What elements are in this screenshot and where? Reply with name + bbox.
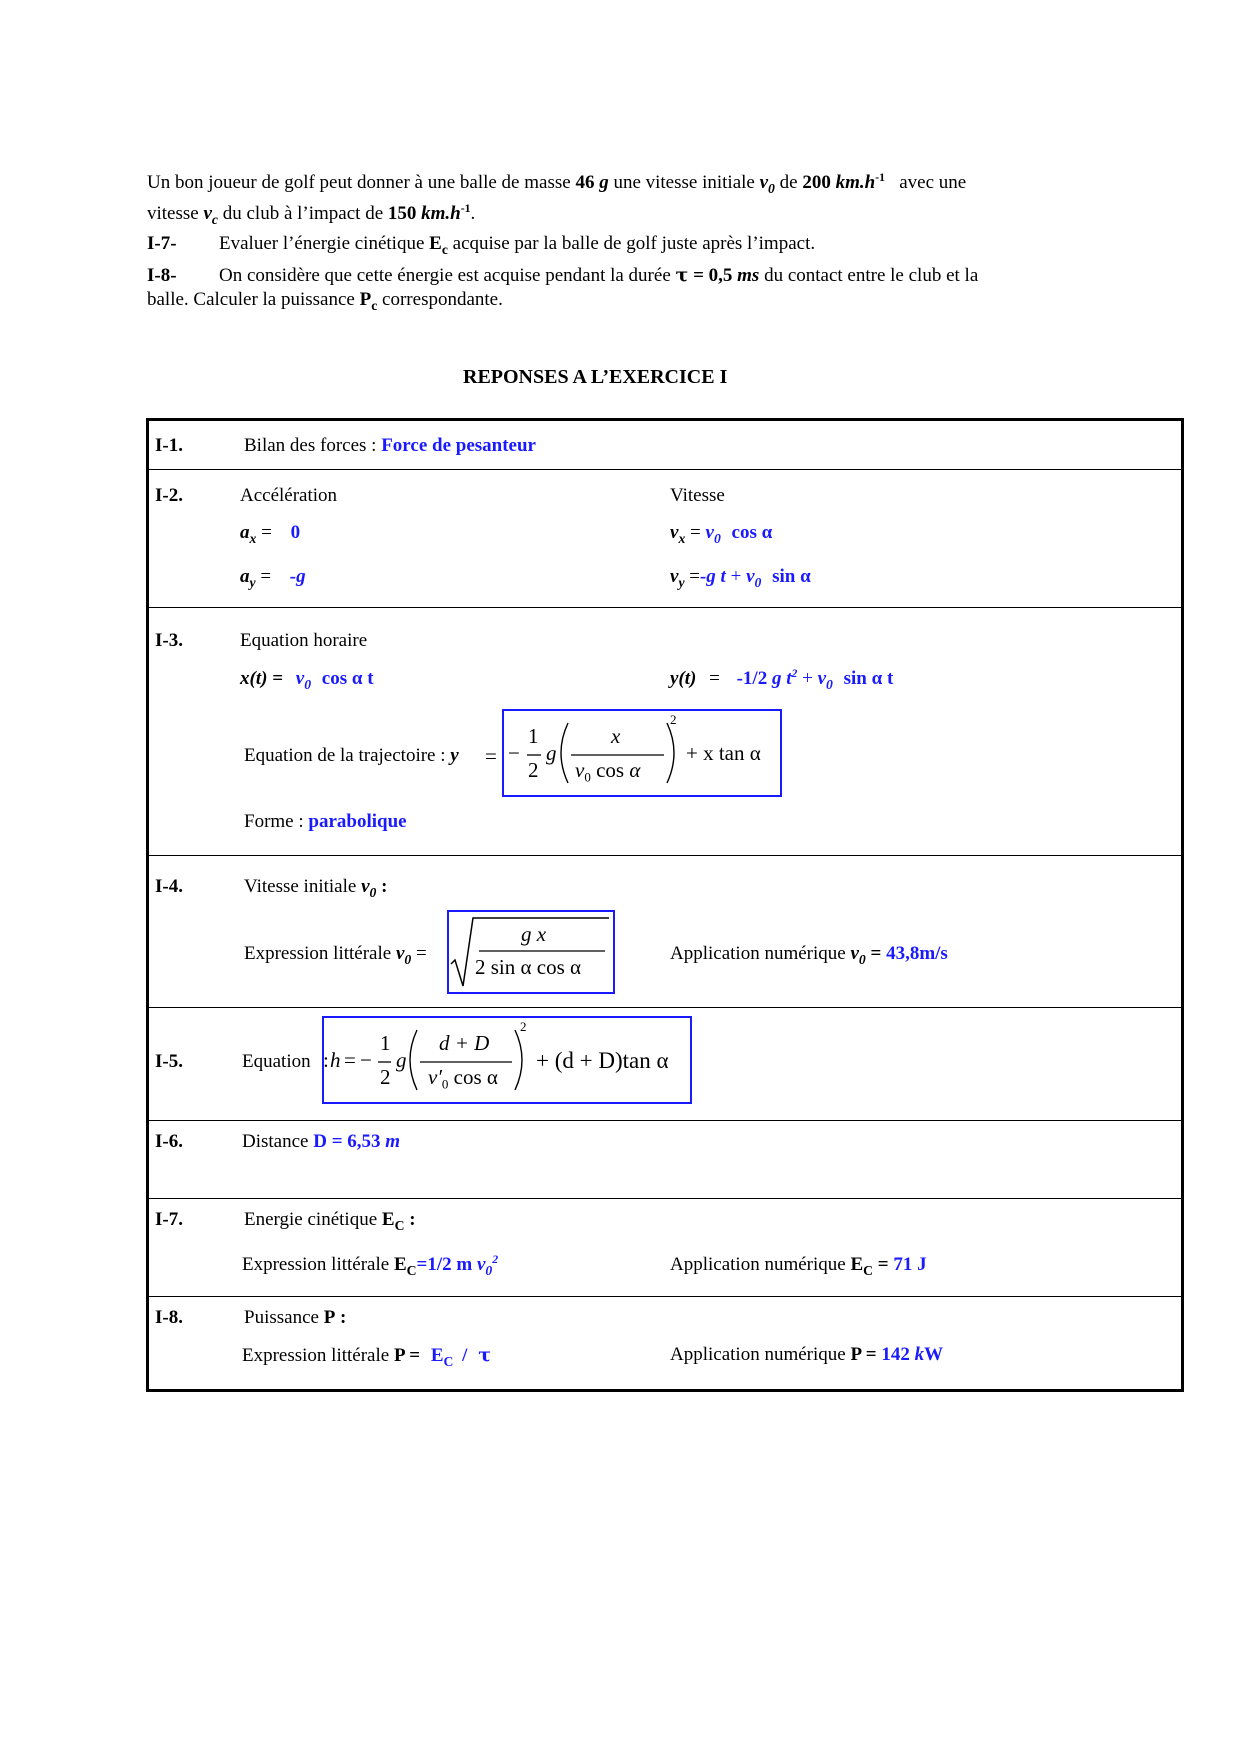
traj-two: 2: [528, 758, 539, 782]
vy-equation: $v_y =-g$ $t + v_0$ sin α: [670, 566, 811, 590]
h-g: g: [396, 1048, 407, 1072]
traj-denominator: $v_0$ cos α: [575, 758, 641, 785]
pc-symbol: $P_c$: [359, 289, 378, 313]
h-one: 1: [380, 1031, 391, 1055]
forces-answer: Force de pesanteur: [381, 435, 536, 456]
row-label-4: I-4.: [155, 876, 183, 897]
ay-equation: $a_y = -g$: [240, 566, 306, 590]
row-label-1: I-1.: [155, 435, 183, 456]
ec-numeric: Application numérique $E_C = 71$ J: [670, 1254, 927, 1278]
trajectory-form: Forme : parabolique: [244, 811, 407, 832]
answers-table: [146, 418, 1184, 1392]
vx-equation: $v_x = v_0$ cos α: [670, 522, 773, 546]
question-7-label: I-7-: [147, 233, 177, 254]
vc-symbol: $v_c$: [203, 203, 218, 227]
power-numeric: Application numérique P = 142 kW: [670, 1344, 944, 1365]
ec-expression: Expression littérale $E_C=1/2$ m $v_0^2$: [242, 1252, 499, 1278]
initial-speed-title: Vitesse initiale $v_0$ :: [244, 876, 388, 900]
h-denominator: $v'_0$ cos α: [428, 1065, 498, 1092]
h-square: 2: [520, 1019, 527, 1034]
power-numeric-value: 142 kW: [881, 1344, 944, 1365]
row-divider: [147, 469, 1183, 470]
v0-denominator: 2 sin α cos α: [475, 955, 582, 979]
equation-label: Equation: [242, 1051, 311, 1072]
power-expression: Expression littérale $P = E_C / \tau$: [242, 1344, 491, 1369]
v0-numerator: g x: [521, 922, 547, 946]
question-7: I-7- Evaluer l’énergie cinétique $E_c$ acquise par la balle de golf juste après l’impact.: [147, 233, 816, 257]
tau-value: τ = 0,5 ms: [675, 264, 760, 286]
row-divider: [147, 1296, 1183, 1297]
row-label-5: I-5.: [155, 1051, 183, 1072]
h-eq: =: [344, 1048, 356, 1072]
row-label-3: I-3.: [155, 630, 183, 651]
ec-numeric-value: 71 J: [893, 1254, 927, 1275]
height-formula-box: [322, 1016, 692, 1104]
traj-square: 2: [670, 712, 677, 727]
row-divider: [147, 1120, 1183, 1121]
h-two: 2: [380, 1065, 391, 1089]
question-8-line-2: balle. Calculer la puissance $P_c$ correspondante.: [147, 289, 503, 313]
trajectory-formula-box: [502, 709, 782, 797]
trajectory-eq-sign: =: [485, 744, 497, 768]
ec-symbol: $E_c$: [429, 233, 448, 257]
distance-value: D = 6,53: [313, 1131, 381, 1152]
row-divider: [147, 1198, 1183, 1199]
traj-g: g: [546, 741, 557, 765]
problem-line-2: vitesse $v_c$ du club à l’impact de 150 $km.h^{-1}$.: [147, 201, 476, 227]
speed-title: Vitesse: [670, 485, 725, 506]
traj-tail: + x tan α: [686, 741, 761, 765]
traj-minus: −: [508, 741, 520, 765]
v0-value: 200 $km.h^{-1}$: [802, 170, 885, 193]
row-label-6: I-6.: [155, 1131, 183, 1152]
row-divider: [147, 1007, 1183, 1008]
row-label-2: I-2.: [155, 485, 183, 506]
yt-equation: y(t) = -1/2 g $t^2 + v_0$ sin α t: [670, 666, 894, 692]
answers-title: REPONSES A L’EXERCICE I: [463, 366, 728, 388]
traj-one: 1: [528, 724, 539, 748]
row-label-7: I-7.: [155, 1209, 183, 1230]
row-label-8: I-8.: [155, 1307, 183, 1328]
v0-symbol: $v_0$: [759, 172, 775, 196]
traj-x: x: [611, 724, 621, 748]
row-divider: [147, 607, 1183, 608]
problem-line-1: Un bon joueur de golf peut donner à une balle de masse 46 g une vitesse initiale $v_0$ de 200 $km.h^{-1}$ avec une: [147, 170, 967, 196]
v0-expression-label: Expression littérale $v_0$ =: [244, 943, 427, 967]
question-8: I-8- On considère que cette énergie est acquise pendant la durée τ = 0,5 ms du contact entre le club et la: [147, 264, 979, 286]
h-minus: −: [360, 1048, 372, 1072]
h-symbol: h: [330, 1048, 341, 1072]
trajectory-form-value: parabolique: [308, 811, 407, 832]
hourly-equation-title: Equation horaire: [240, 630, 368, 651]
h-colon: :: [323, 1048, 329, 1072]
vc-value: 150 $km.h^{-1}$: [387, 201, 471, 224]
h-tail: + (d + D)tan α: [536, 1048, 669, 1073]
acceleration-title: Accélération: [240, 485, 338, 506]
kinetic-energy-title: Energie cinétique $E_C$ :: [244, 1209, 416, 1233]
h-numerator: d + D: [439, 1031, 490, 1055]
trajectory-label: Equation de la trajectoire : y: [244, 745, 459, 766]
v0-formula-box: [447, 910, 615, 994]
distance: Distance D = 6,53 m: [242, 1131, 401, 1152]
forces-balance: Bilan des forces : Force de pesanteur: [244, 435, 536, 456]
ax-equation: $a_x = 0$: [240, 522, 301, 546]
power-title: Puissance P :: [244, 1307, 347, 1328]
v0-numeric-value: 43,8m/s: [886, 943, 948, 964]
question-8-label: I-8-: [147, 265, 177, 286]
row-divider: [147, 855, 1183, 856]
mass-value: 46 g: [575, 172, 609, 193]
v0-numeric: Application numérique $v_0 = 43,8m/s$: [670, 943, 948, 967]
xt-equation: $x(t) = v_0$ cos α t: [240, 668, 374, 692]
